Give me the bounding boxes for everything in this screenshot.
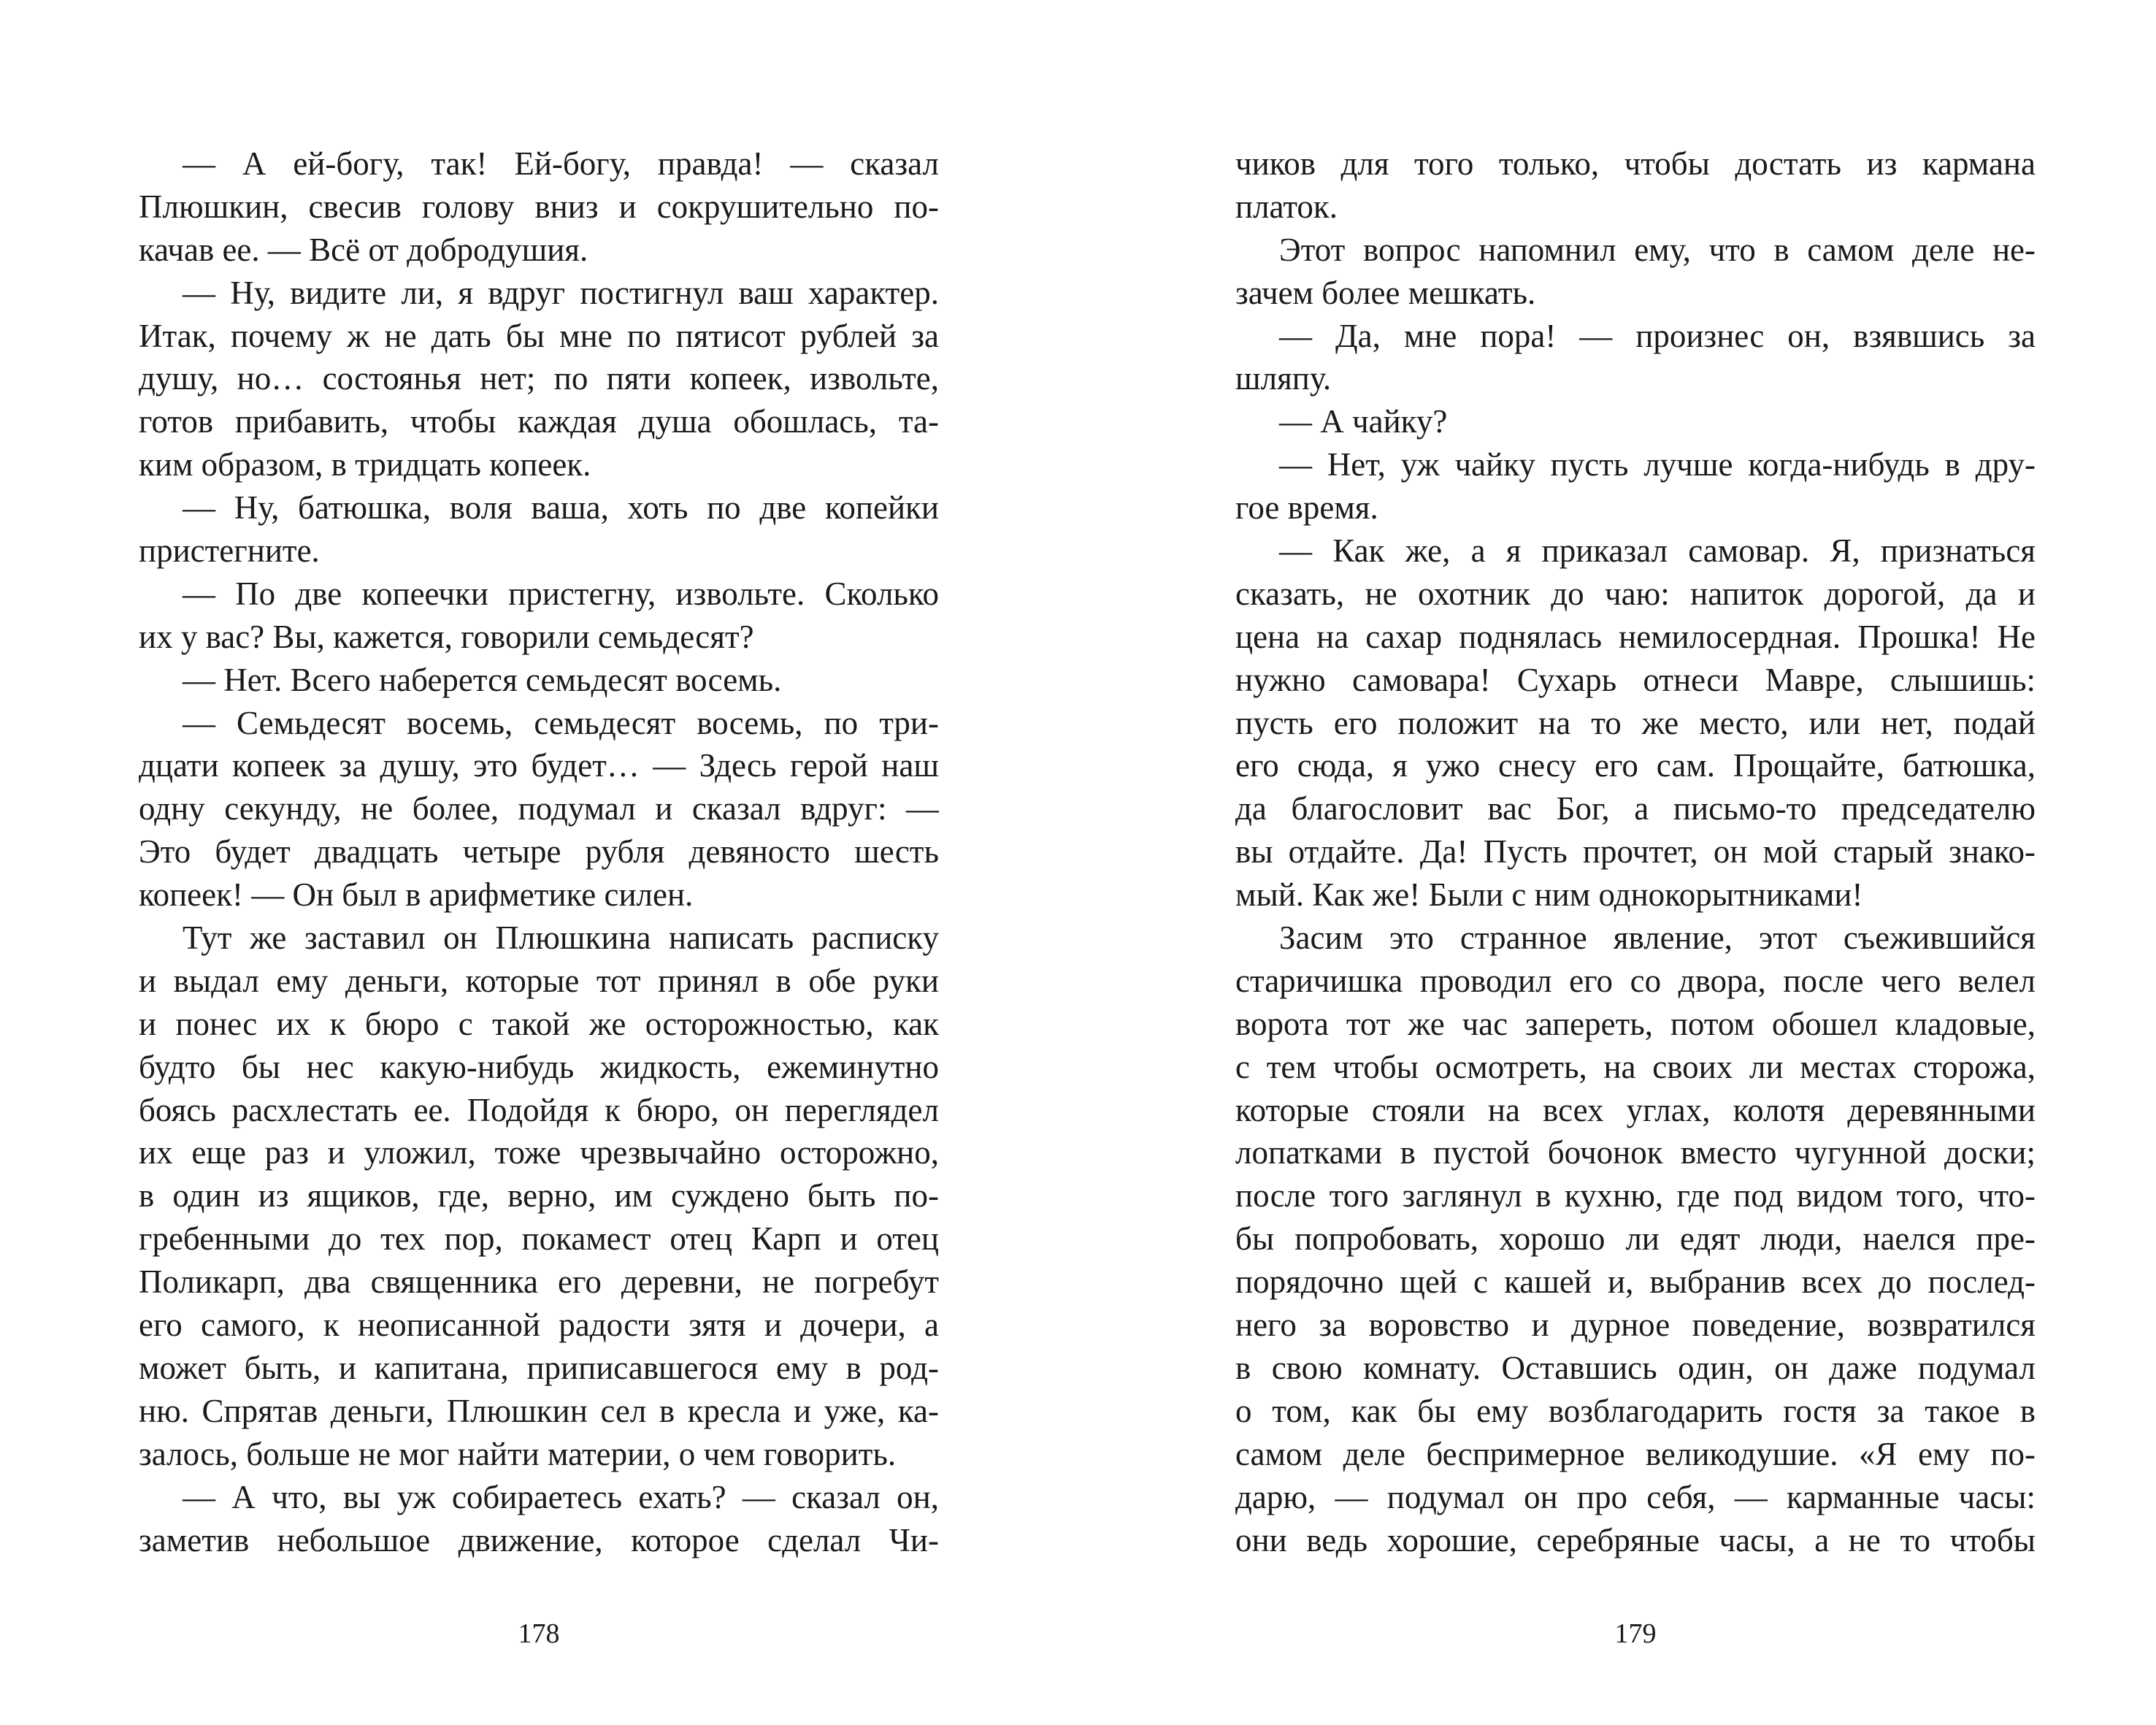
text-line: старичишка проводил его со двора, после чего велел [1235, 962, 2036, 999]
text-line: — Как же, а я приказал самовар. Я, признаться [1279, 532, 2036, 570]
text-line: дарю, — подумал он про себя, — карманные часы: [1235, 1478, 2036, 1515]
text-line: и выдал ему деньги, которые тот принял в обе руки [139, 962, 939, 999]
text-line: да благословит вас Бог, а письмо-то председателю [1235, 790, 2036, 827]
text-line: — По две копеечки пристегну, извольте. Сколько [183, 575, 939, 612]
text-line: пристегните. [139, 532, 320, 570]
left-page-number: 178 [518, 1618, 560, 1649]
text-line: — Ну, видите ли, я вдруг постигнул ваш характер. [183, 274, 939, 311]
text-line: — Нет, уж чайку пусть лучше когда-нибудь в дру- [1279, 446, 2036, 483]
text-line: дцати копеек за душу, это будет… — Здесь герой наш [139, 747, 939, 784]
text-line: самом деле беспримерное великодушие. «Я ему по- [1235, 1435, 2036, 1472]
text-line: — А что, вы уж собираетесь ехать? — сказал он, [183, 1478, 939, 1515]
text-line: вы отдайте. Да! Пусть прочтет, он мой старый знако- [1235, 833, 2036, 871]
text-line: шляпу. [1235, 360, 1332, 397]
text-line: бы попробовать, хорошо ли едят люди, наелся пре- [1235, 1220, 2036, 1258]
right-page-number: 179 [1614, 1618, 1657, 1649]
text-line: душу, но… состоянья нет; по пяти копеек, извольте, [139, 360, 939, 397]
text-line: с тем чтобы осмотреть, на своих ли местах сторожа, [1235, 1048, 2036, 1085]
text-line: ню. Спрятав деньги, Плюшкин сел в кресла и уже, ка- [139, 1392, 939, 1429]
right-page [1235, 142, 2036, 1705]
text-line: Тут же заставил он Плюшкина написать расписку [183, 919, 939, 957]
text-line: гребенными до тех пор, покамест отец Карп и отец [139, 1220, 939, 1258]
text-line: лопатками в пустой бочонок вместо чугунной доски; [1235, 1134, 2036, 1171]
text-line: его сюда, я ужо снесу его сам. Прощайте, батюшка, [1235, 747, 2036, 784]
text-line: и понес их к бюро с такой же осторожностью, как [139, 1005, 939, 1042]
text-line: качав ее. — Всё от добродушия. [139, 231, 588, 268]
text-line: они ведь хорошие, серебряные часы, а не то чтобы [1235, 1521, 2036, 1558]
text-line: гое время. [1235, 489, 1378, 527]
text-line: одну секунду, не более, подумал и сказал вдруг: — [139, 790, 939, 827]
text-line: в один из ящиков, где, верно, им суждено быть по- [139, 1177, 939, 1215]
text-line: их еще раз и уложил, тоже чрезвычайно осторожно, [139, 1134, 939, 1171]
right-page-text [1235, 142, 2036, 1561]
text-line: Плюшкин, свесив голову вниз и сокрушительно по- [139, 188, 939, 225]
text-line: ким образом, в тридцать копеек. [139, 446, 591, 483]
text-line: — А чайку? [1279, 403, 1448, 440]
text-line: него за воровство и дурное поведение, возвратился [1235, 1307, 2036, 1344]
text-line: о том, как бы ему возблагодарить гостя за такое в [1235, 1392, 2036, 1429]
left-page-text [139, 142, 939, 1561]
text-line: заметив небольшое движение, которое сделал Чи- [139, 1521, 939, 1558]
text-line: готов прибавить, чтобы каждая душа обошлась, та- [139, 403, 939, 440]
text-line: копеек! — Он был в арифметике силен. [139, 876, 694, 914]
text-line: боясь расхлестать ее. Подойдя к бюро, он переглядел [139, 1091, 939, 1128]
text-line: — Ну, батюшка, воля ваша, хоть по две копейки [183, 489, 939, 527]
text-line: — А ей-богу, так! Ей-богу, правда! — сказал [183, 145, 939, 182]
text-line: Этот вопрос напомнил ему, что в самом деле не- [1279, 231, 2036, 268]
text-line: в свою комнату. Оставшись один, он даже подумал [1235, 1349, 2036, 1386]
text-line: Засим это странное явление, этот съежившийся [1279, 919, 2036, 957]
text-line: ворота тот же час запереть, потом обошел кладовые, [1235, 1005, 2036, 1042]
text-line: Поликарп, два священника его деревни, не погребут [139, 1263, 939, 1301]
text-line: Итак, почему ж не дать бы мне по пятисот рублей за [139, 317, 939, 354]
text-line: порядочно щей с кашей и, выбранив всех до послед- [1235, 1263, 2036, 1301]
text-line: пусть его положит на то же место, или нет, подай [1235, 704, 2036, 741]
text-line: может быть, и капитана, приписавшегося ему в род- [139, 1349, 939, 1386]
left-page [139, 142, 939, 1705]
text-line: мый. Как же! Были с ним однокорытниками! [1235, 876, 1863, 914]
text-line: будто бы нес какую-нибудь жидкость, ежеминутно [139, 1048, 939, 1085]
text-line: залось, больше не мог найти материи, о чем говорить. [139, 1435, 897, 1472]
text-line: — Нет. Всего наберется семьдесят восемь. [183, 661, 782, 698]
text-line: Это будет двадцать четыре рубля девяносто шесть [139, 833, 939, 871]
text-line: чиков для того только, чтобы достать из кармана [1235, 145, 2036, 182]
text-line: его самого, к неописанной радости зятя и дочери, а [139, 1307, 939, 1344]
text-line: их у вас? Вы, кажется, говорили семьдесят? [139, 618, 754, 655]
text-line: нужно самовара! Сухарь отнеси Мавре, слышишь: [1235, 661, 2036, 698]
text-line: которые стояли на всех углах, колотя деревянными [1235, 1091, 2036, 1128]
text-line: платок. [1235, 188, 1338, 225]
text-line: цена на сахар поднялась немилосердная. Прошка! Не [1235, 618, 2036, 655]
text-line: сказать, не охотник до чаю: напиток дорогой, да и [1235, 575, 2036, 612]
text-line: — Семьдесят восемь, семьдесят восемь, по три- [183, 704, 939, 741]
text-line: после того заглянул в кухню, где под видом того, что- [1235, 1177, 2036, 1215]
text-line: — Да, мне пора! — произнес он, взявшись за [1279, 317, 2036, 354]
text-line: зачем более мешкать. [1235, 274, 1536, 311]
